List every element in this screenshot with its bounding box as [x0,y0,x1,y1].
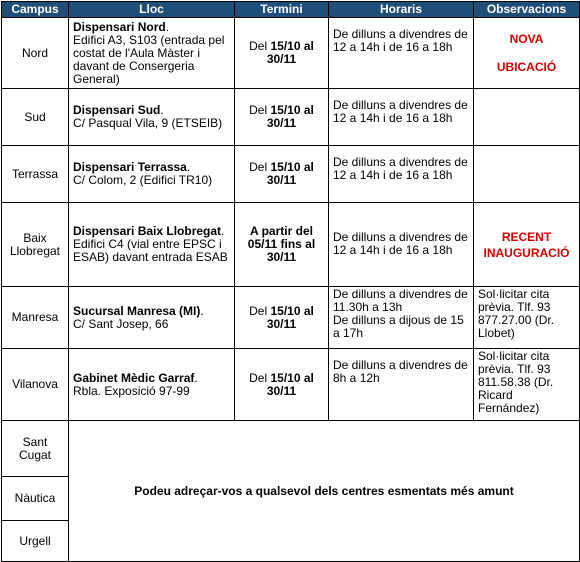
table-row [2,146,580,203]
termini-prefix: Del [249,160,271,174]
termini-cell [235,349,329,421]
observacions-cell [474,89,580,146]
termini-dates: 15/10 al 30/11 [266,39,314,66]
header-campus: Campus [2,2,69,18]
table-row [2,18,580,89]
termini-prefix: Del [249,103,271,117]
horaris-cell: De dilluns a divendres de 12 a 14h i de 16 a 18h [329,89,474,146]
observacions-cell [474,18,580,89]
termini-cell [235,203,329,287]
lloc-address: C/ Sant Josep, 66 [73,316,169,331]
campus-cell: Vilanova [2,349,69,421]
termini-cell [235,89,329,146]
obs-highlight-2: UBICACIÓ [496,60,557,74]
table-row [2,349,580,421]
lloc-cell [69,349,235,421]
header-termini: Termini [235,2,329,18]
lloc-name: Dispensari Baix Llobregat [73,224,222,238]
lloc-name: Dispensari Terrassa [73,160,187,174]
lloc-cell [69,89,235,146]
lloc-punct: . [165,19,170,34]
header-horaris: Horaris [329,2,474,18]
obs-highlight-1: RECENT [501,229,552,244]
observacions-cell [474,203,580,287]
header-lloc: Lloc [69,2,235,18]
horaris-cell: De dilluns a divendres de 8h a 12h [329,349,474,421]
termini-dates: 15/10 al 30/11 [266,370,314,398]
termini-cell [235,287,329,349]
horaris-cell [329,287,474,349]
table-row [2,89,580,146]
termini-prefix: Del [249,39,271,53]
horaris-line-2: De dilluns a dijous de 15 a 17h [333,313,464,340]
lloc-name: Dispensari Nord [73,19,166,34]
lloc-name: Sucursal Manresa (MI) [73,303,201,318]
termini-dates: 15/10 al 30/11 [266,103,314,130]
lloc-address: Edifici C4 (vial entre EPSC i ESAB) davant entrada ESAB [73,237,228,264]
table-row [2,421,580,477]
termini-prefix: Del [249,370,271,385]
observacions-cell [474,146,580,203]
campus-cell: Sant Cugat [2,421,69,477]
lloc-name: Gabinet Mèdic Garraf [73,370,195,385]
termini-prefix: Del [249,303,271,318]
lloc-cell [69,146,235,203]
horaris-cell: De dilluns a divendres de 12 a 14h i de 16 a 18h [329,203,474,287]
campus-cell: Nàutica [2,477,69,521]
termini-cell [235,18,329,89]
table-row [2,203,580,287]
horaris-cell: De dilluns a divendres de 12 a 14h i de 16 a 18h [329,18,474,89]
campus-cell: Urgell [2,521,69,562]
lloc-address: C/ Pasqual Vila, 9 (ETSEIB) [73,116,223,130]
lloc-punct: . [186,160,191,174]
campus-cell: Nord [2,18,69,89]
lloc-address: C/ Colom, 2 (Edifici TR10) [73,173,213,187]
campus-table [1,1,580,562]
termini-dates: A partir del 05/11 fins al 30/11 [247,224,316,264]
common-note: Podeu adreçar-vos a qualsevol dels centres esmentats més amunt [69,421,580,562]
horaris-cell: De dilluns a divendres de 12 a 14h i de 16 a 18h [329,146,474,203]
observacions-cell: Sol·licitar cita prèvia. Tlf. 93 877.27.00 (Dr. Llobet) [474,287,580,349]
obs-highlight-1: NOVA [509,32,544,46]
lloc-cell [69,287,235,349]
lloc-cell [69,203,235,287]
header-observacions: Observacions [474,2,580,18]
campus-cell: Terrassa [2,146,69,203]
lloc-punct: . [221,224,225,238]
lloc-punct: . [160,103,164,117]
horaris-line-1: De dilluns a divendres de 11.30h a 13h [333,287,468,314]
lloc-address: Edifici A3, S103 (entrada pel costat de l'Aula Màster i davant de Consergeria General) [73,32,225,86]
lloc-punct: . [200,303,204,318]
campus-cell: Baix Llobregat [2,203,69,287]
lloc-punct: . [194,370,198,385]
header-row [2,2,580,18]
termini-dates: 15/10 al 30/11 [266,160,314,187]
campus-cell: Sud [2,89,69,146]
lloc-cell [69,18,235,89]
observacions-cell: Sol·licitar cita prèvia. Tlf. 93 811.58.38 (Dr. Ricard Fernández) [474,349,580,421]
lloc-name: Dispensari Sud [73,103,161,117]
table-row [2,287,580,349]
obs-highlight-2: INAUGURACIÓ [483,245,570,260]
termini-cell [235,146,329,203]
termini-dates: 15/10 al 30/11 [266,303,314,331]
campus-cell: Manresa [2,287,69,349]
lloc-address: Rbla. Exposició 97-99 [73,383,190,398]
